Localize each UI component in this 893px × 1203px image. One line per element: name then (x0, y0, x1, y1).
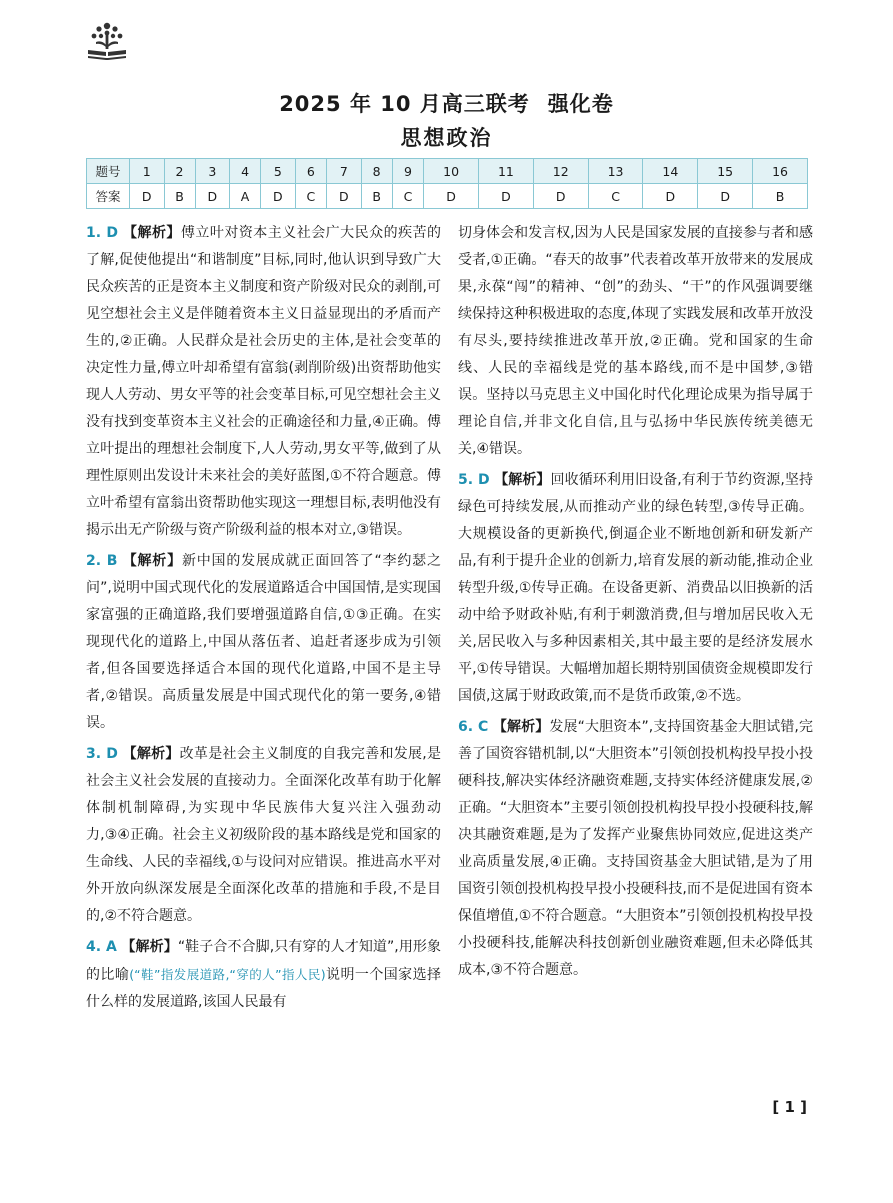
answer-cell: C (295, 184, 327, 209)
page-title (0, 88, 893, 118)
answer-cell: A (230, 184, 261, 209)
explanation-text: 回收循环利用旧设备,有利于节约资源,坚持绿色可持续发展,从而推动产业的绿色转型,③传导正确。大规模设备的更新换代,倒逼企业不断地创新和研发新产品,有利于提升企业的创新力,培育发展的新动能,推动企业转型升级,①传导正确。在设备更新、消费品以旧换新的活动中给予财政补贴,有利于刺激消费,但与增加居民收入无关,居民收入与多种因素相关,其中最主要的是经济发展水平,①传导错误。大幅增加超长期特别国债资金规模即发行国债,这属于财政政策,而不是货币政策,②不选。 (458, 472, 814, 704)
answer-cell: D (479, 184, 534, 209)
analysis-tag: 【解析】 (122, 746, 180, 762)
explanation-text: 傅立叶对资本主义社会广大民众的疾苦的了解,促使他提出“和谐制度”目标,同时,他认识到导致广大民众疾苦的正是资本主义制度和资产阶级对民众的剥削,可见空想社会主义是伴随着资本主义日益显现出的矛盾而产生的,②正确。人民群众是社会历史的主体,是社会变革的决定性力量,傅立叶却希望有富翁(剥削阶级)出资帮助他实现人人劳动、男女平等的社会变革目标,可见空想社会主义没有找到变革资本主义社会的正确途径和力量,④正确。傅立叶提出的理想社会制度下,人人劳动,男女平等,做到了从理性原则出发设计未来社会的美好蓝图,①不符合题意。傅立叶希望有富翁出资帮助他实现这一理想目标,表明他没有揭示出无产阶级与资产阶级利益的根本对立,③错误。 (86, 225, 442, 538)
question-answer-label: 5. D (458, 472, 490, 488)
answer-cell: D (424, 184, 479, 209)
answer-cell: D (643, 184, 698, 209)
question-answer-label: 1. D (86, 225, 119, 241)
question-number: 16 (753, 159, 808, 184)
question-number: 8 (361, 159, 392, 184)
question-answer-label: 4. A (86, 939, 117, 955)
row-label-question: 题号 (87, 159, 130, 184)
explanation-item-1 (86, 220, 441, 544)
explanation-text: 发展“大胆资本”,支持国资基金大胆试错,完善了国资容错机制,以“大胆资本”引领创投机构投早投小投硬科技,解决实体经济融资难题,支持实体经济健康发展,②正确。“大胆资本”主要引领创投机构投早投小投硬科技,解决其融资难题,是为了发挥产业聚焦协同效应,促进这类产业高质量发展,④正确。支持国资基金大胆试错,是为了用国资引领创投机构投早投小投硬科技,而不是促进国有资本保值增值,①不符合题意。“大胆资本”引领创投机构投早投小投硬科技,能解决科技创新创业融资难题,但未必降低其成本,③不符合题意。 (458, 719, 814, 978)
analysis-tag: 【解析】 (121, 939, 178, 955)
explanation-item-2 (86, 548, 441, 737)
answer-cell: D (195, 184, 230, 209)
question-number: 3 (195, 159, 230, 184)
answer-cell: D (261, 184, 296, 209)
explanation-text: 新中国的发展成就正面回答了“李约瑟之问”,说明中国式现代化的发展道路适合中国国情,是实现国家富强的正确道路,我们要增强道路自信,①③正确。在实现现代化的道路上,中国从落伍者、追赶者逐步成为引领者,但各国要选择适合本国的现代化道路,中国不是主导者,②错误。高质量发展是中国式现代化的第一要务,④错误。 (86, 553, 441, 731)
question-number: 5 (261, 159, 296, 184)
question-number: 10 (424, 159, 479, 184)
answer-cell: D (533, 184, 588, 209)
question-number: 11 (479, 159, 534, 184)
question-answer-label: 6. C (458, 719, 489, 735)
explanation-text: 切身体会和发言权,因为人民是国家发展的直接参与者和感受者,①正确。“春天的故事”代表着改革开放带来的发展成果,永葆“闯”的精神、“创”的劲头、“干”的作风强调要继续保持这种积极进取的态度,体现了实践发展和改革开放没有尽头,要持续推进改革开放,②正确。党和国家的生命线、人民的幸福线是党的基本路线,而不是中国梦,③错误。坚持以马克思主义中国化时代化理论成果为指导属于理论自信,并非文化自信,且与弘扬中华民族传统美德无关,④错误。 (458, 225, 813, 457)
title-main: 2025 年 10 月高三联考 (279, 92, 530, 116)
explanation-item-4-continued (458, 220, 813, 463)
question-number: 15 (698, 159, 753, 184)
explanation-item-4 (86, 934, 441, 1016)
question-number-row (87, 159, 808, 184)
answer-row (87, 184, 808, 209)
explanation-item-3 (86, 741, 441, 930)
row-label-answer: 答案 (87, 184, 130, 209)
question-number: 2 (164, 159, 195, 184)
answer-cell: C (588, 184, 643, 209)
explanation-text: 说明一个国家选择什么样的发展道路,该国人民最有 (86, 967, 442, 1010)
answer-cell: D (698, 184, 753, 209)
tree-book-logo-icon (84, 18, 130, 64)
question-answer-label: 2. B (86, 553, 118, 569)
right-column (458, 220, 813, 984)
answer-cell: D (327, 184, 362, 209)
explanation-text: “鞋子合不合脚,只有穿的人才知道”,用形象的比喻 (86, 939, 442, 983)
answer-cell: B (753, 184, 808, 209)
explanation-item-5 (458, 467, 813, 710)
question-number: 7 (327, 159, 362, 184)
annotation-note: (“鞋”指发展道路,“穿的人”指人民) (129, 967, 326, 982)
answer-cell: C (392, 184, 424, 209)
analysis-tag: 【解析】 (494, 472, 551, 488)
question-number: 12 (533, 159, 588, 184)
question-number: 6 (295, 159, 327, 184)
question-number: 1 (130, 159, 165, 184)
answer-table (86, 158, 808, 209)
question-number: 4 (230, 159, 261, 184)
left-column (86, 220, 441, 1016)
page-number: [ 1 ] (772, 1098, 807, 1116)
answer-cell: B (361, 184, 392, 209)
subject-title: 思想政治 (400, 126, 493, 150)
question-number: 14 (643, 159, 698, 184)
answer-cell: B (164, 184, 195, 209)
analysis-tag: 【解析】 (122, 553, 182, 569)
answer-cell: D (130, 184, 165, 209)
question-number: 13 (588, 159, 643, 184)
title-tag: 强化卷 (547, 92, 614, 116)
question-answer-label: 3. D (86, 746, 118, 762)
analysis-tag: 【解析】 (492, 719, 550, 735)
analysis-tag: 【解析】 (122, 225, 181, 241)
explanation-text: 改革是社会主义制度的自我完善和发展,是社会主义社会发展的直接动力。全面深化改革有助于化解体制机制障碍,为实现中华民族伟大复兴注入强劲动力,③④正确。社会主义初级阶段的基本路线是党和国家的生命线、人民的幸福线,①与设问对应错误。推进高水平对外开放向纵深发展是全面深化改革的措施和手段,不是目的,②不符合题意。 (86, 746, 442, 924)
question-number: 9 (392, 159, 424, 184)
explanation-item-6 (458, 714, 813, 984)
